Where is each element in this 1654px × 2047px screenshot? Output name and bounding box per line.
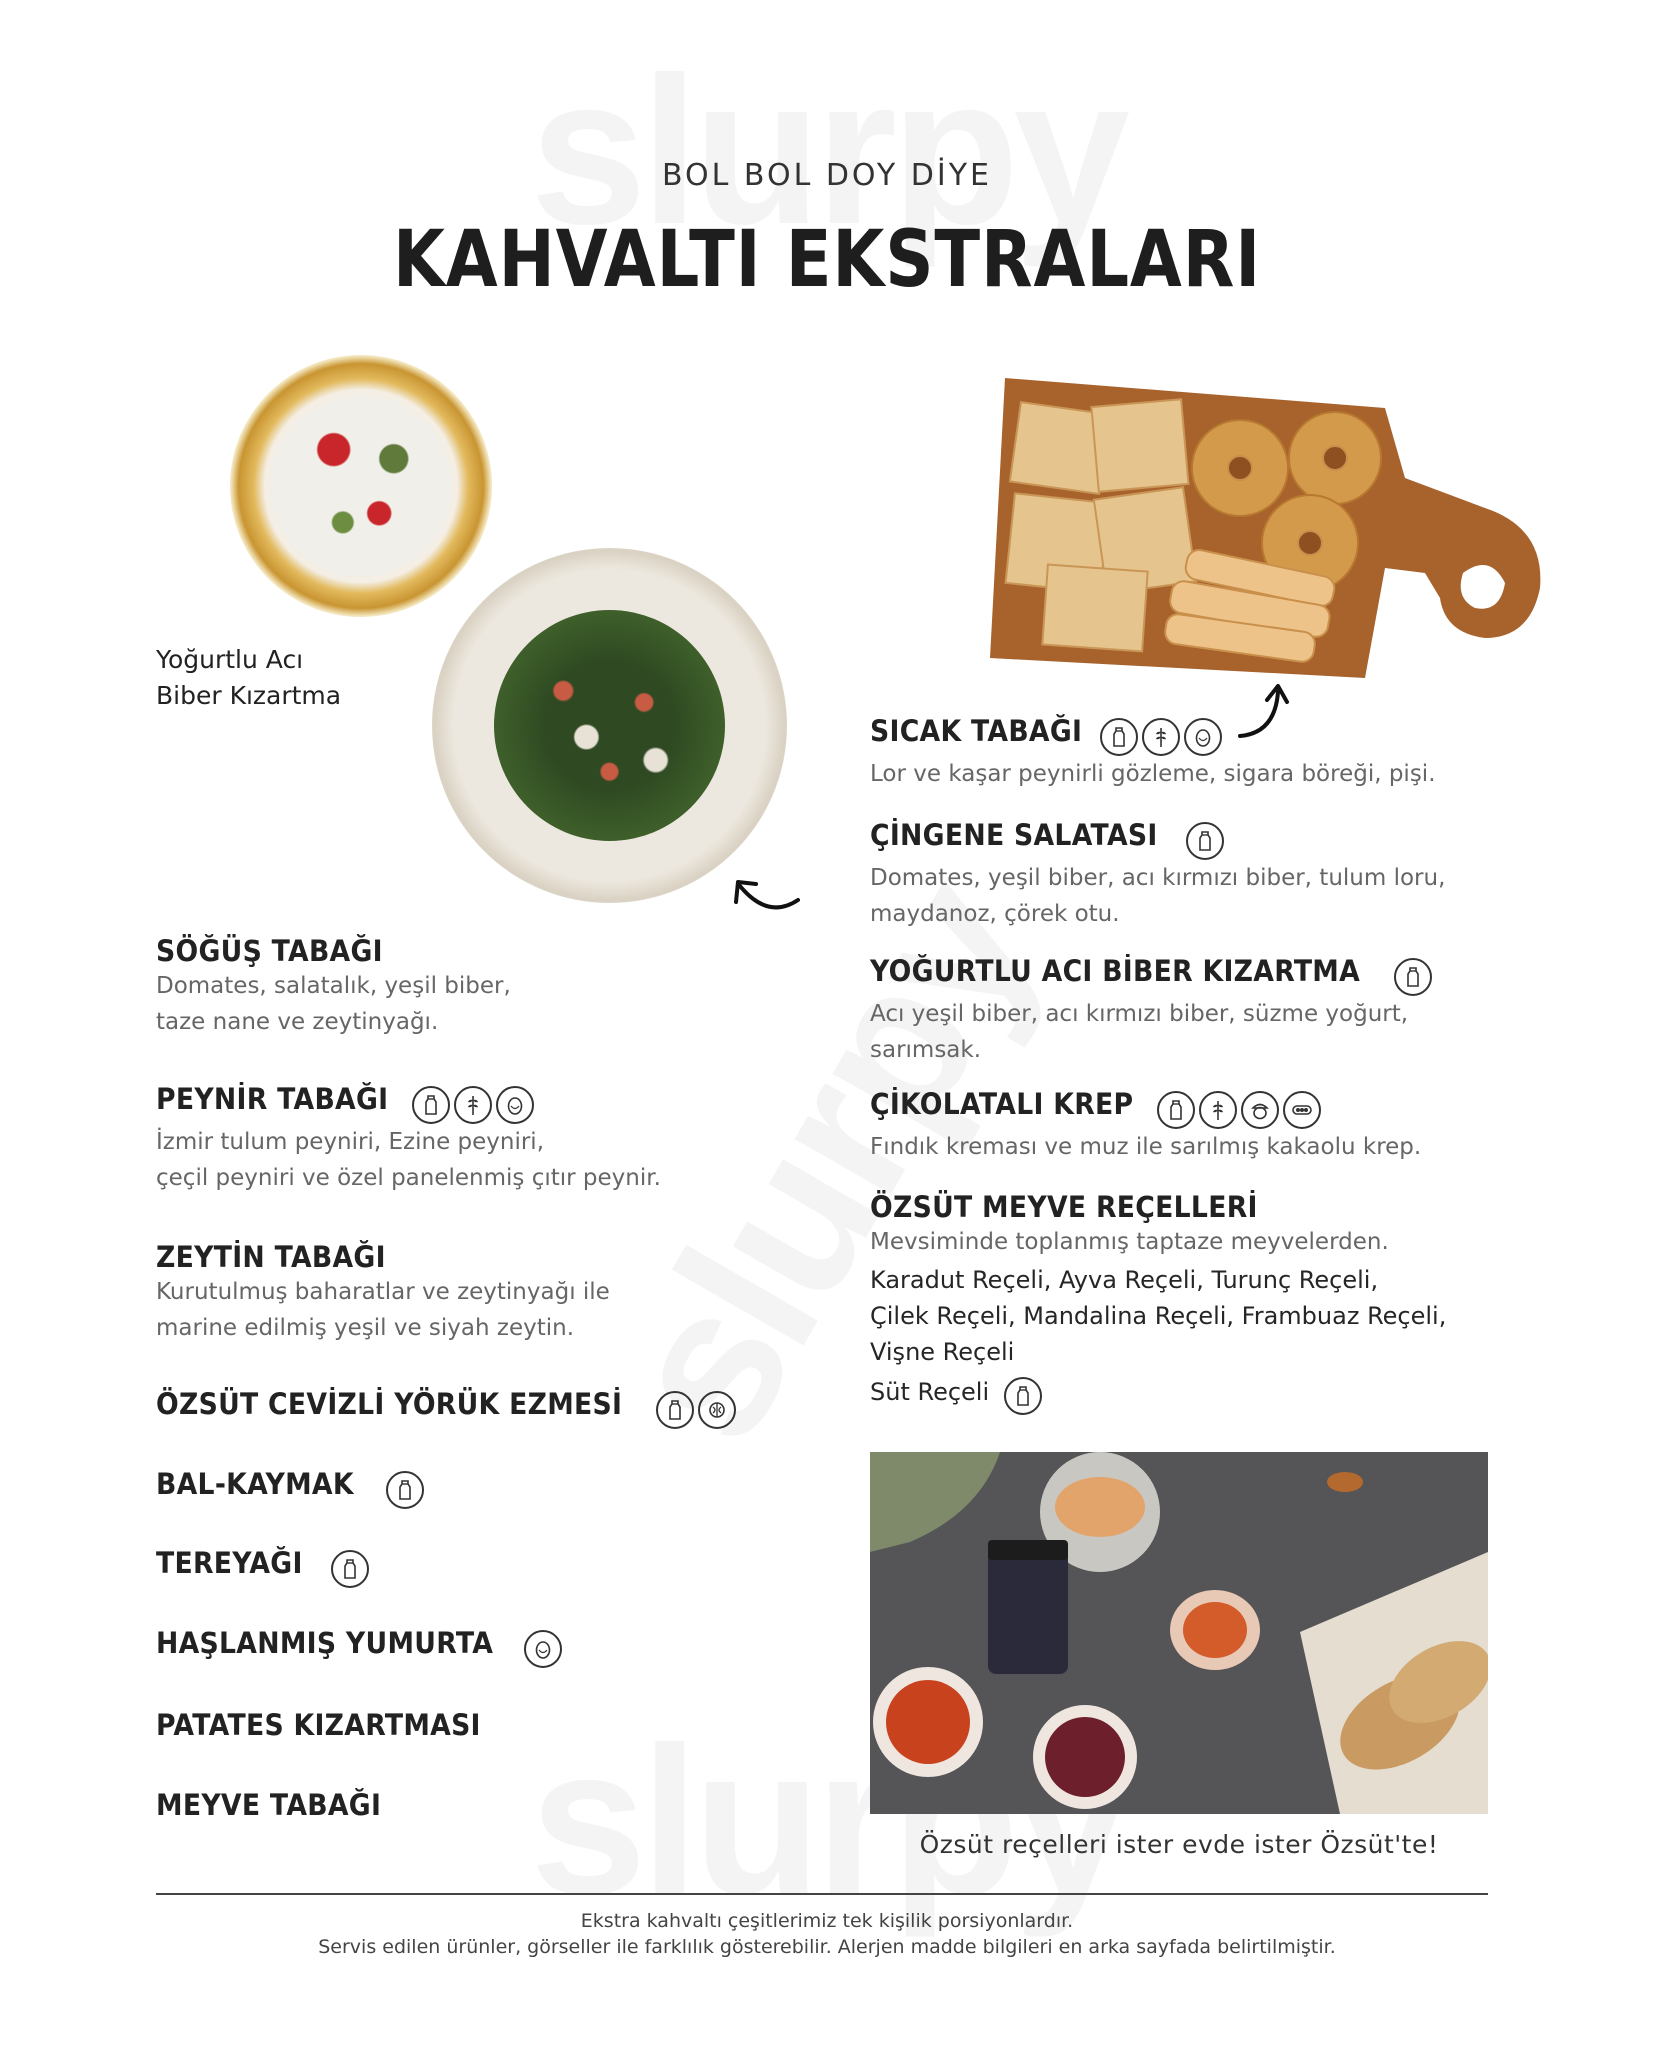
menu-item-cevizli-yoruk-ezmesi: [156, 1387, 736, 1429]
menu-item-peynir-tabagi: [156, 1082, 661, 1196]
item-name: SÖĞÜŞ TABAĞI: [156, 934, 383, 968]
menu-item-cikolatali-krep: [870, 1087, 1421, 1165]
egg-icon: [1184, 718, 1222, 756]
item-name: YOĞURTLU ACI BİBER KIZARTMA: [870, 954, 1361, 988]
item-name: HAŞLANMIŞ YUMURTA: [156, 1626, 494, 1660]
footer-line2: Servis edilen ürünler, görseller ile farklılık gösterebilir. Alerjen madde bilgileri en arka sayfada belirtilmiştir.: [318, 1936, 1336, 1958]
item-name: ÖZSÜT MEYVE REÇELLERİ: [870, 1190, 1258, 1224]
item-name: ÇİNGENE SALATASI: [870, 818, 1158, 852]
item-name: MEYVE TABAĞI: [156, 1788, 382, 1822]
item-desc: Mevsiminde toplanmış taptaze meyvelerden.: [870, 1229, 1389, 1255]
item-name: BAL-KAYMAK: [156, 1467, 354, 1501]
menu-item-ozsut-recelleri: [870, 1190, 1446, 1415]
item-desc-line1: Acı yeşil biber, acı kırmızı biber, süzme yoğurt,: [870, 1000, 1409, 1027]
wheat-icon: [454, 1086, 492, 1124]
menu-item-zeytin-tabagi: [156, 1240, 610, 1346]
item-desc-line1: Domates, yeşil biber, acı kırmızı biber, tulum loru,: [870, 864, 1446, 891]
arrow-to-salad-icon: [728, 872, 803, 918]
yogurtlu-biber-plate-image: [230, 355, 492, 617]
milk-icon: [412, 1086, 450, 1124]
item-name: SICAK TABAĞI: [870, 714, 1083, 748]
photo-caption-line1: Yoğurtlu Acı: [156, 645, 304, 674]
menu-item-tereyagi: [156, 1546, 369, 1588]
item-name: ÇİKOLATALI KREP: [870, 1087, 1134, 1121]
milk-icon: [386, 1471, 424, 1509]
page-title: KAHVALTI EKSTRALARI: [392, 215, 1262, 305]
item-name: TEREYAĞI: [156, 1546, 303, 1580]
milk-icon: [1394, 958, 1432, 996]
page-kicker: BOL BOL DOY DİYE: [662, 158, 992, 193]
menu-item-meyve-tabagi: [156, 1788, 401, 1822]
menu-item-patates-kizartmasi: [156, 1708, 509, 1742]
hazelnut-icon: [1241, 1091, 1279, 1129]
milk-icon: [331, 1550, 369, 1588]
menu-item-sicak-tabagi: [870, 714, 1436, 792]
item-desc-line1: Kurutulmuş baharatlar ve zeytinyağı ile: [156, 1279, 610, 1305]
item-name: PEYNİR TABAĞI: [156, 1082, 389, 1116]
footer-line1: Ekstra kahvaltı çeşitlerimiz tek kişilik porsiyonlardır.: [580, 1910, 1074, 1932]
item-name: ÖZSÜT CEVİZLİ YÖRÜK EZMESİ: [156, 1387, 623, 1421]
item-name: PATATES KIZARTMASI: [156, 1708, 481, 1742]
milk-icon: [656, 1391, 694, 1429]
milk-icon: [1186, 822, 1224, 860]
soy-icon: [1283, 1091, 1321, 1129]
footer-divider: [156, 1893, 1488, 1895]
jam-flavors-line2: Çilek Reçeli, Mandalina Reçeli, Frambuaz Reçeli,: [870, 1302, 1447, 1330]
wheat-icon: [1142, 718, 1180, 756]
milk-icon: [1004, 1377, 1042, 1415]
jam-flavors-line3: Vişne Reçeli: [870, 1338, 1015, 1366]
item-desc-line2: taze nane ve zeytinyağı.: [156, 1009, 439, 1035]
menu-item-haslanmis-yumurta: [156, 1626, 562, 1668]
photo-caption-line2: Biber Kızartma: [156, 681, 342, 710]
wheat-icon: [1199, 1091, 1237, 1129]
sut-receli-label: Süt Reçeli: [870, 1378, 990, 1406]
ozsut-jam-photo: [870, 1452, 1488, 1814]
menu-item-cingene-salatasi: [870, 818, 1445, 932]
cingene-salatasi-plate-image: [432, 548, 787, 903]
jam-photo-caption: Özsüt reçelleri ister evde ister Özsüt'te!: [919, 1830, 1439, 1859]
milk-icon: [1100, 718, 1138, 756]
egg-icon: [524, 1630, 562, 1668]
item-desc-line2: sarımsak.: [870, 1036, 982, 1063]
menu-item-bal-kaymak: [156, 1467, 424, 1509]
walnut-icon: [698, 1391, 736, 1429]
egg-icon: [496, 1086, 534, 1124]
menu-item-sogus-tabagi: [156, 934, 511, 1040]
milk-icon: [1157, 1091, 1195, 1129]
item-desc-line2: çeçil peyniri ve özel panelenmiş çıtır peynir.: [156, 1164, 661, 1191]
photo-caption: [156, 642, 341, 714]
menu-item-yogurtlu-aci-biber: [870, 954, 1432, 1068]
item-desc-line2: marine edilmiş yeşil ve siyah zeytin.: [156, 1315, 575, 1341]
item-desc-line2: maydanoz, çörek otu.: [870, 900, 1120, 927]
sicak-tabagi-board-image: [985, 358, 1545, 688]
item-desc-line1: İzmir tulum peyniri, Ezine peyniri,: [156, 1128, 545, 1155]
item-name: ZEYTİN TABAĞI: [156, 1240, 386, 1274]
item-desc: Fındık kreması ve muz ile sarılmış kakaolu krep.: [870, 1133, 1422, 1160]
item-desc-line1: Domates, salatalık, yeşil biber,: [156, 973, 511, 999]
item-desc: Lor ve kaşar peynirli gözleme, sigara böreği, pişi.: [870, 760, 1436, 787]
jam-flavors-line1: Karadut Reçeli, Ayva Reçeli, Turunç Reçeli,: [870, 1266, 1379, 1294]
